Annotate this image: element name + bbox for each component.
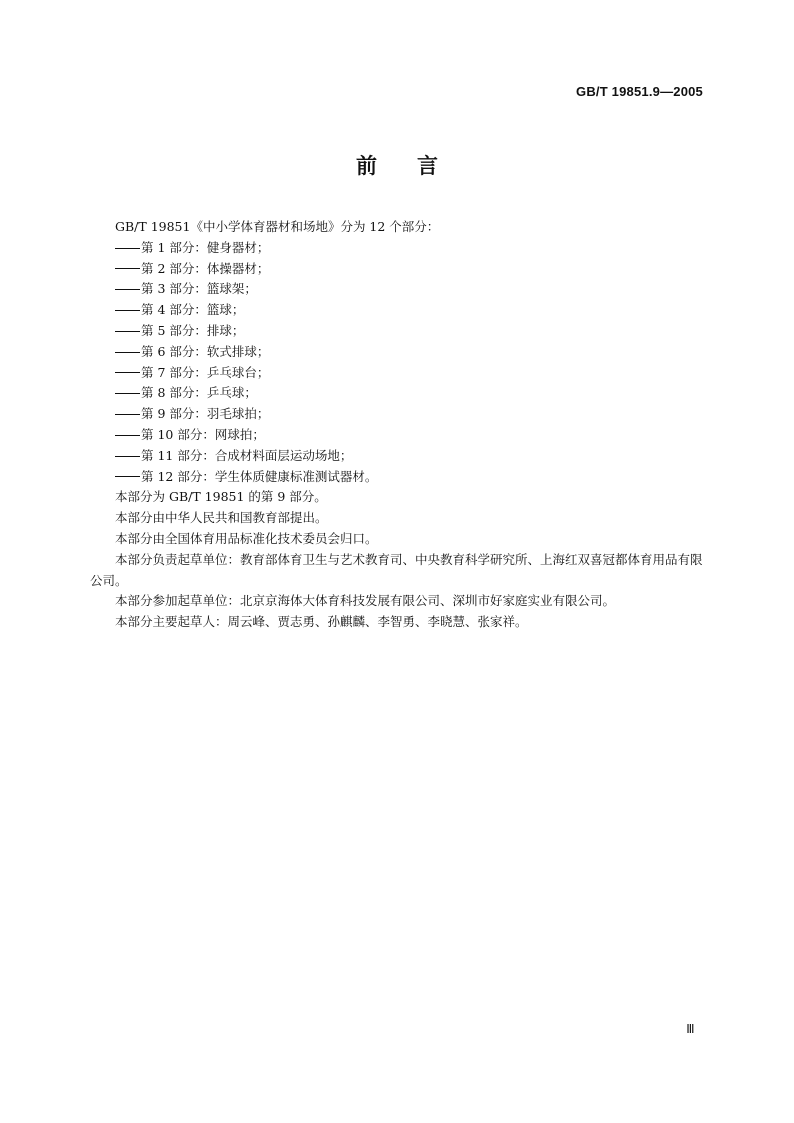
list-item-text: 第 12 部分：学生体质健康标准测试器材。 — [141, 468, 378, 484]
committee-statement: 本部分由全国体育用品标准化技术委员会归口。 — [115, 530, 378, 546]
list-item — [90, 279, 704, 300]
list-item-text: 第 5 部分：排球； — [141, 322, 245, 338]
dash-icon — [115, 393, 140, 394]
document-body — [90, 217, 704, 633]
list-item — [90, 363, 704, 384]
list-item — [90, 342, 704, 363]
list-item-text: 第 6 部分：软式排球； — [141, 343, 270, 359]
participating-units: 本部分参加起草单位：北京京海体大体育科技发展有限公司、深圳市好家庭实业有限公司。 — [115, 593, 616, 609]
dash-icon — [115, 331, 140, 332]
list-item — [90, 404, 704, 425]
dash-icon — [115, 268, 140, 269]
list-item-text: 第 8 部分：乒乓球； — [141, 385, 257, 401]
part-statement: 本部分为 GB/T 19851 的第 9 部分。 — [115, 489, 327, 505]
list-item-text: 第 3 部分：篮球架； — [141, 281, 257, 297]
page-title: 前言 — [356, 154, 478, 178]
dash-icon — [115, 435, 140, 436]
list-item — [90, 425, 704, 446]
dash-icon — [115, 456, 140, 457]
parts-list — [90, 238, 704, 488]
dash-icon — [115, 310, 140, 311]
list-item — [90, 321, 704, 342]
intro-paragraph: GB/T 19851《中小学体育器材和场地》分为 12 个部分： — [115, 219, 440, 234]
list-item-text: 第 11 部分：合成材料面层运动场地； — [141, 447, 353, 463]
dash-icon — [115, 248, 140, 249]
list-item-text: 第 10 部分：网球拍； — [141, 426, 265, 442]
dash-icon — [115, 289, 140, 290]
list-item — [90, 446, 704, 467]
list-item-text: 第 4 部分：篮球； — [141, 302, 245, 318]
list-item-text: 第 9 部分：羽毛球拍； — [141, 406, 270, 422]
list-item — [90, 259, 704, 280]
proposer-statement: 本部分由中华人民共和国教育部提出。 — [115, 510, 328, 526]
list-item — [90, 238, 704, 259]
list-item-text: 第 2 部分：体操器材； — [141, 260, 270, 276]
dash-icon — [115, 372, 140, 373]
dash-icon — [115, 414, 140, 415]
list-item — [90, 467, 704, 488]
list-item — [90, 300, 704, 321]
drafting-units: 本部分负责起草单位：教育部体育卫生与艺术教育司、中央教育科学研究所、上海红双喜冠都体育用品有限公司。 — [90, 551, 703, 588]
page-number: Ⅲ — [686, 1022, 695, 1036]
dash-icon — [115, 476, 140, 477]
dash-icon — [115, 352, 140, 353]
list-item-text: 第 7 部分：乒乓球台； — [141, 364, 270, 380]
standard-number: GB/T 19851.9—2005 — [576, 84, 703, 99]
list-item-text: 第 1 部分：健身器材； — [141, 239, 270, 255]
list-item — [90, 383, 704, 404]
main-drafters: 本部分主要起草人：周云峰、贾志勇、孙麒麟、李智勇、李晓慧、张家祥。 — [115, 614, 528, 630]
